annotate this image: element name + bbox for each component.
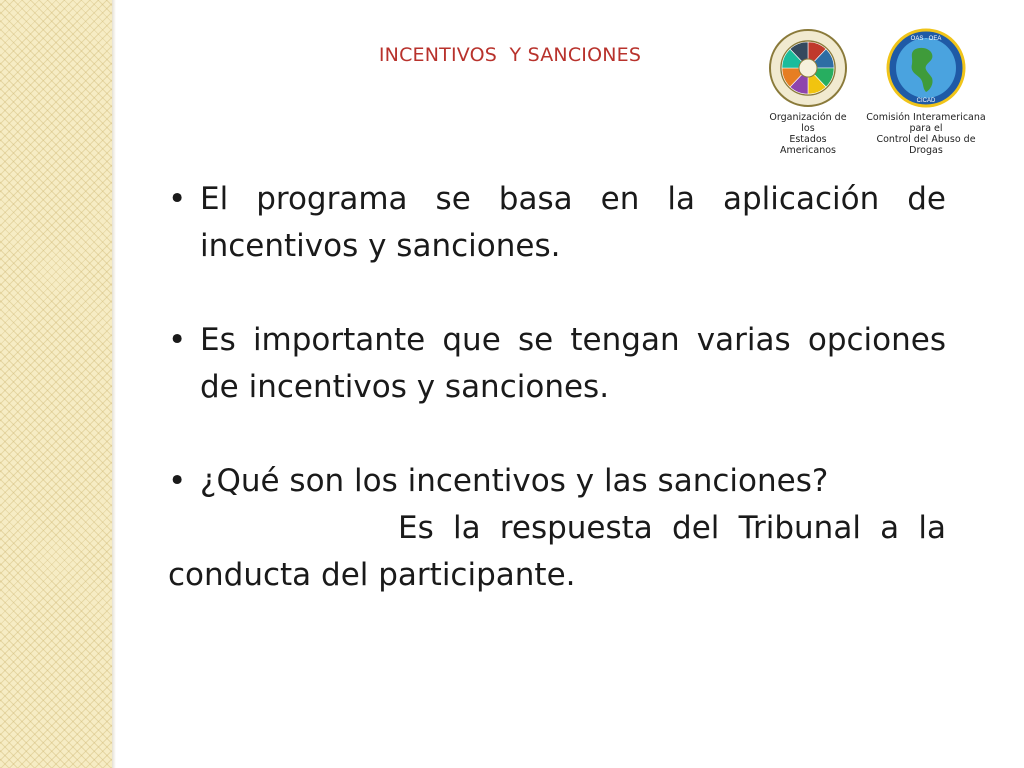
oas-caption	[762, 112, 854, 156]
svg-text:CICAD: CICAD	[916, 98, 936, 104]
answer-paragraph: Es la respuesta del Tribunal a la conducta del participante.	[168, 510, 946, 593]
bullet-text: ¿Qué son los incentivos y las sanciones?	[200, 463, 829, 499]
bullet-item	[168, 176, 946, 270]
bullet-text: El programa se basa en la aplicación de incentivos y sanciones.	[200, 181, 946, 264]
bullet-mark: •	[168, 322, 187, 358]
decorative-side-strip	[0, 0, 112, 768]
cicad-caption-line: Control del Abuso de Drogas	[876, 134, 976, 156]
cicad-globe-icon	[886, 28, 966, 108]
oas-caption-line: Estados Americanos	[780, 134, 836, 156]
bullet-mark: •	[168, 463, 187, 499]
oas-caption-line: Organización de los	[769, 112, 847, 134]
bullet-text: Es importante que se tengan varias opciones de incentivos y sanciones.	[200, 322, 946, 405]
oas-logo	[762, 28, 854, 156]
bullet-item	[168, 317, 946, 411]
bullet-mark: •	[168, 181, 187, 217]
cicad-caption-line: Comisión Interamericana para el	[866, 112, 986, 134]
cicad-caption	[866, 112, 986, 156]
svg-text:OAS · OEA: OAS · OEA	[910, 36, 942, 42]
slide-title: INCENTIVOS Y SANCIONES	[378, 44, 642, 66]
slide-body	[168, 176, 946, 599]
cicad-logo	[866, 28, 986, 156]
bullet-item	[168, 458, 946, 505]
oas-seal-icon	[768, 28, 848, 108]
